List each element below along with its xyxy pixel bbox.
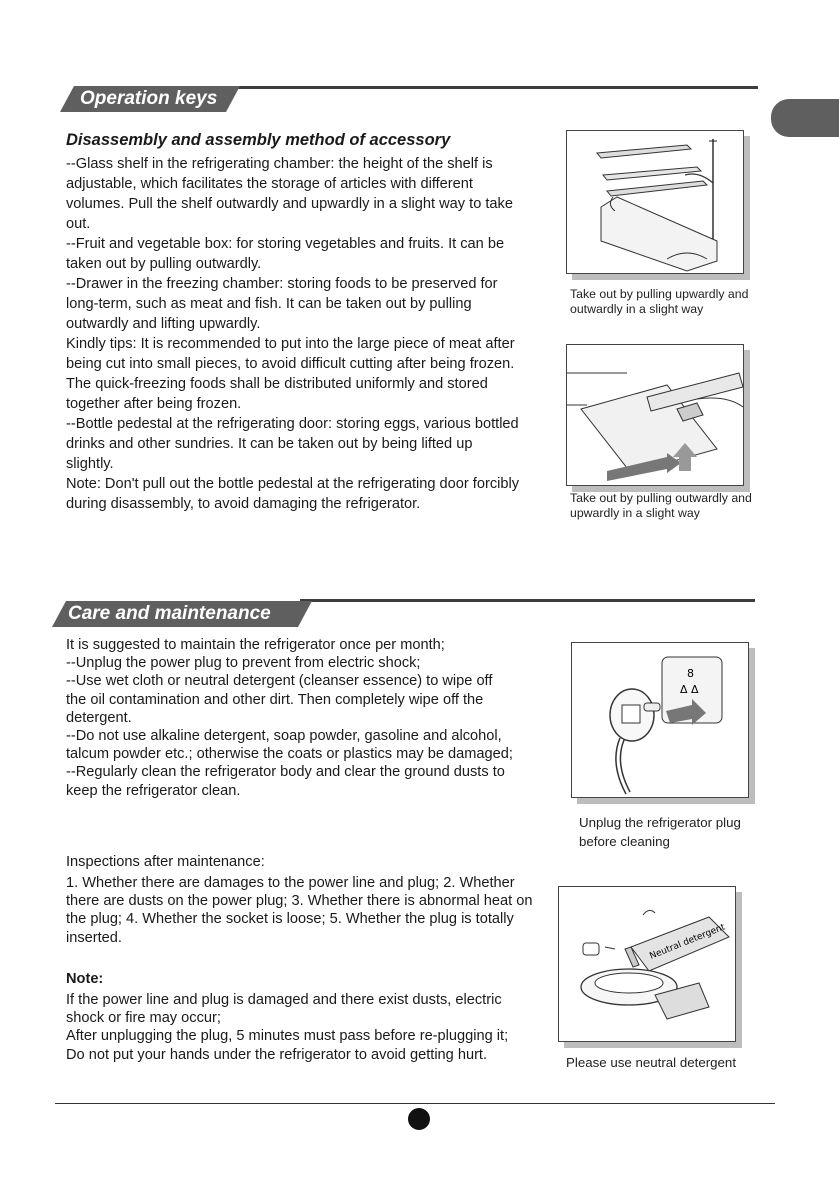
note-line: If the power line and plug is damaged and there exist dusts, electric shock or fire may occur; xyxy=(66,992,502,1027)
operation-title: Operation keys xyxy=(80,88,218,109)
detergent-illustration xyxy=(558,886,736,1042)
care-title: Care and maintenance xyxy=(68,603,271,624)
operation-text xyxy=(66,154,521,514)
paragraph-kindly-tips: Kindly tips: It is recommended to put into the large piece of meat after being cut into small pieces, to avoid difficult cutting after being frozen. The quick-freezing foods shall be distributed uniformly and stored together after being frozen. xyxy=(66,336,515,412)
inspections-text: 1. Whether there are damages to the power line and plug; 2. Whether there are dusts on the power plug; 3. Whether there is abnormal heat on the plug; 4. Whether the socket is loose; 5. Whether the plug is totally inserted. xyxy=(66,875,533,946)
unplug-illustration xyxy=(571,642,749,798)
paragraph-glass-shelf: --Glass shelf in the refrigerating chamber: the height of the shelf is adjustable, which facilitates the storage of articles with different volumes. Pull the shelf outwardly and upwardly in a slight way to take out. xyxy=(66,156,513,232)
paragraph-note: Note: Don't pull out the bottle pedestal at the refrigerating door forcibly during disassembly, to avoid damaging the refrigerator. xyxy=(66,476,520,512)
unplug-caption: Unplug the refrigerator plug before cleaning xyxy=(579,815,741,849)
door-shelf-illustration xyxy=(566,344,744,486)
operation-subtitle: Disassembly and assembly method of accessory xyxy=(66,131,451,149)
bottle-label: Neutral detergent xyxy=(648,922,727,962)
section-rule xyxy=(228,86,758,89)
detergent-caption: Please use neutral detergent xyxy=(566,1055,737,1070)
chapter-tab xyxy=(771,99,839,137)
paragraph-no-alkaline: --Do not use alkaline detergent, soap powder, gasoline and alcohol, talcum powder etc.; otherwise the coats or plastics may be damaged; xyxy=(66,728,513,763)
paragraph-unplug: --Unplug the power plug to prevent from electric shock; xyxy=(66,655,421,672)
shelf-illustration xyxy=(566,130,744,274)
note-text xyxy=(66,991,536,1064)
paragraph-fruit-box: --Fruit and vegetable box: for storing vegetables and fruits. It can be taken out by pulling outwardly. xyxy=(66,236,505,272)
note-line: After unplugging the plug, 5 minutes must pass before re-plugging it; xyxy=(66,1028,509,1045)
note-heading: Note: xyxy=(66,971,104,987)
paragraph-freezer-drawer: --Drawer in the freezing chamber: storing foods to be preserved for long-term, such as meat and fish. It can be taken out by pulling outwardly and lifting upwardly. xyxy=(66,276,498,332)
svg-text:8: 8 xyxy=(687,667,694,680)
paragraph-wet-cloth: --Use wet cloth or neutral detergent (cleanser essence) to wipe off the oil contamination and other dirt. Then completely wipe off the detergent. xyxy=(66,673,493,726)
svg-text:Δ Δ: Δ Δ xyxy=(680,683,699,696)
inspections-heading: Inspections after maintenance: xyxy=(66,854,265,870)
shelf-caption: Take out by pulling upwardly and outwardly in a slight way xyxy=(570,287,749,316)
page-number-dot xyxy=(408,1108,430,1130)
paragraph-bottle-pedestal: --Bottle pedestal at the refrigerating door: storing eggs, various bottled drinks and other sundries. It can be taken out by being lifted up slightly. xyxy=(66,416,519,472)
note-line: Do not put your hands under the refrigerator to avoid getting hurt. xyxy=(66,1046,488,1063)
section-rule xyxy=(300,599,755,602)
footer-rule xyxy=(55,1103,775,1104)
paragraph-suggestion: It is suggested to maintain the refrigerator once per month; xyxy=(66,637,445,653)
care-text xyxy=(66,636,514,800)
door-shelf-caption: Take out by pulling outwardly and upwardly in a slight way xyxy=(570,491,752,520)
paragraph-regular-clean: --Regularly clean the refrigerator body and clear the ground dusts to keep the refrigerator clean. xyxy=(66,764,505,799)
